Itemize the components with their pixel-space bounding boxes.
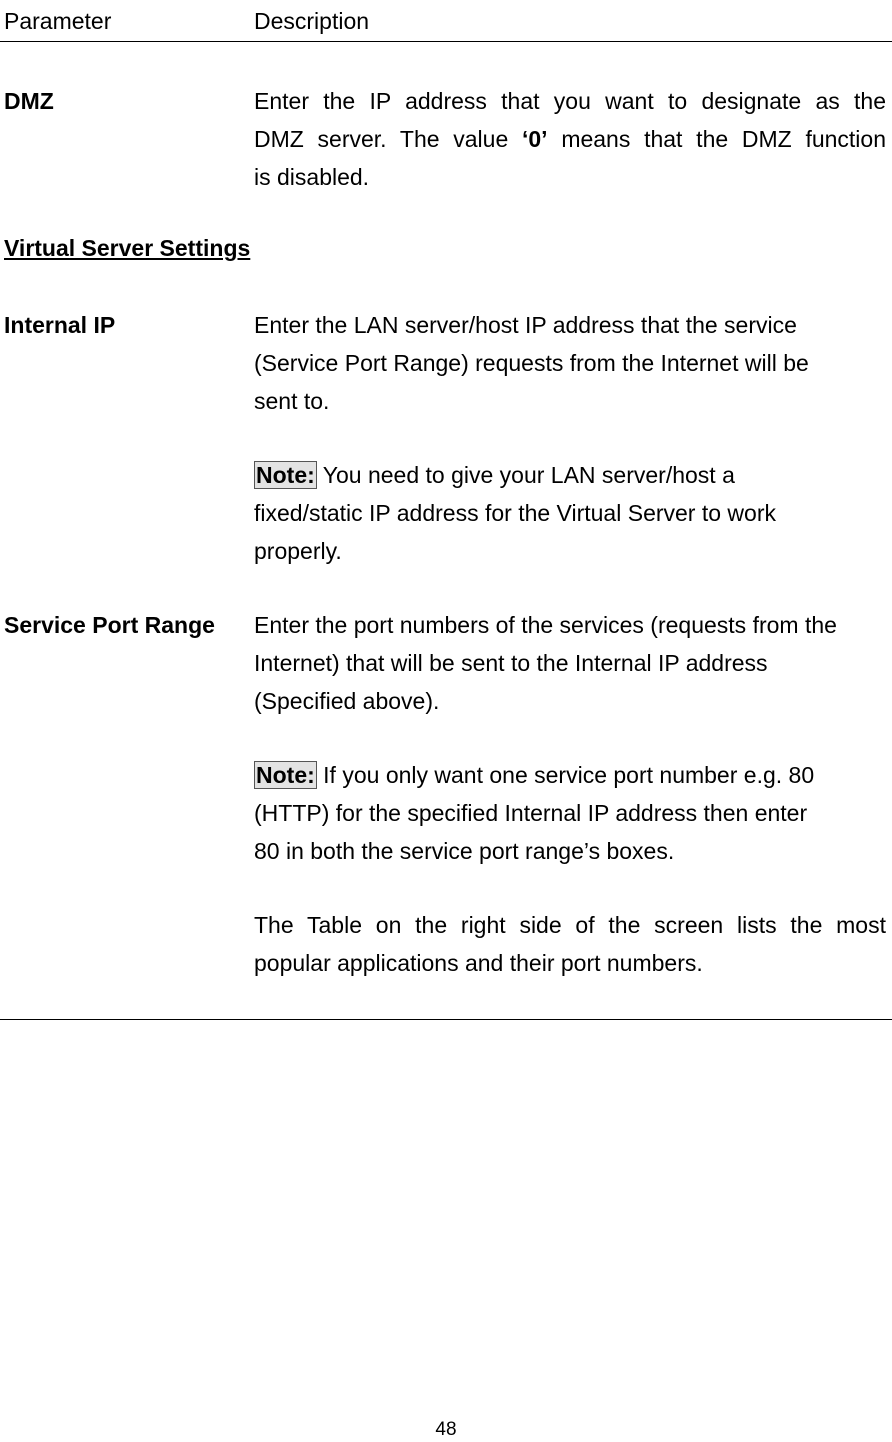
note-label: Note:: [256, 462, 315, 488]
internal-ip-note-line1: [254, 456, 886, 494]
dmz-desc-line2: [254, 120, 886, 158]
spr-note-line1: [254, 756, 886, 794]
param-internal-ip-label: Internal IP: [4, 312, 116, 338]
column-header-description: Description: [254, 8, 370, 34]
spr-note-line3: 80 in both the service port range’s boxes.: [254, 838, 675, 864]
note-label: Note:: [256, 762, 315, 788]
page-number: 48: [435, 1419, 457, 1440]
spr-desc-line3: (Specified above).: [254, 688, 440, 714]
spr-desc-line1: Enter the port numbers of the services (requests from the: [254, 612, 837, 638]
param-internal-ip-description: [254, 306, 886, 420]
param-dmz-label: DMZ: [4, 88, 54, 114]
header-divider: [0, 41, 892, 42]
internal-ip-note-text1: You need to give your LAN server/host a: [316, 462, 735, 488]
service-port-range-extra: [254, 906, 886, 982]
spr-desc-line2: Internet) that will be sent to the Internal IP address: [254, 650, 768, 676]
dmz-desc-line1: Enter the IP address that you want to designate as the: [254, 88, 886, 114]
spr-note-text1: If you only want one service port number e.g. 80: [316, 762, 815, 788]
dmz-desc-line2-pre: DMZ server. The value: [254, 126, 522, 152]
param-service-port-range-description: [254, 606, 886, 720]
internal-ip-note-line2: fixed/static IP address for the Virtual Server to work: [254, 500, 776, 526]
param-service-port-range-label: Service Port Range: [4, 612, 215, 638]
param-dmz-description: [254, 82, 886, 196]
column-header-parameter: Parameter: [4, 8, 112, 34]
spr-note-line2: (HTTP) for the specified Internal IP address then enter: [254, 800, 808, 826]
dmz-desc-line3: is disabled.: [254, 164, 370, 190]
internal-ip-note: [254, 456, 886, 570]
section-heading-virtual-server: Virtual Server Settings: [4, 235, 251, 261]
internal-ip-desc-line2: (Service Port Range) requests from the Internet will be: [254, 350, 809, 376]
dmz-disabled-value: ‘0’: [522, 126, 548, 152]
dmz-desc-line2-post: means that the DMZ function: [547, 126, 887, 152]
internal-ip-desc-line1: Enter the LAN server/host IP address that the service: [254, 312, 797, 338]
internal-ip-note-line3: properly.: [254, 538, 342, 564]
internal-ip-desc-line3: sent to.: [254, 388, 330, 414]
table-bottom-divider: [0, 1019, 892, 1020]
spr-extra-line2: popular applications and their port numbers.: [254, 950, 703, 976]
service-port-range-note: [254, 756, 886, 870]
spr-extra-line1: The Table on the right side of the screen lists the most: [254, 912, 886, 938]
